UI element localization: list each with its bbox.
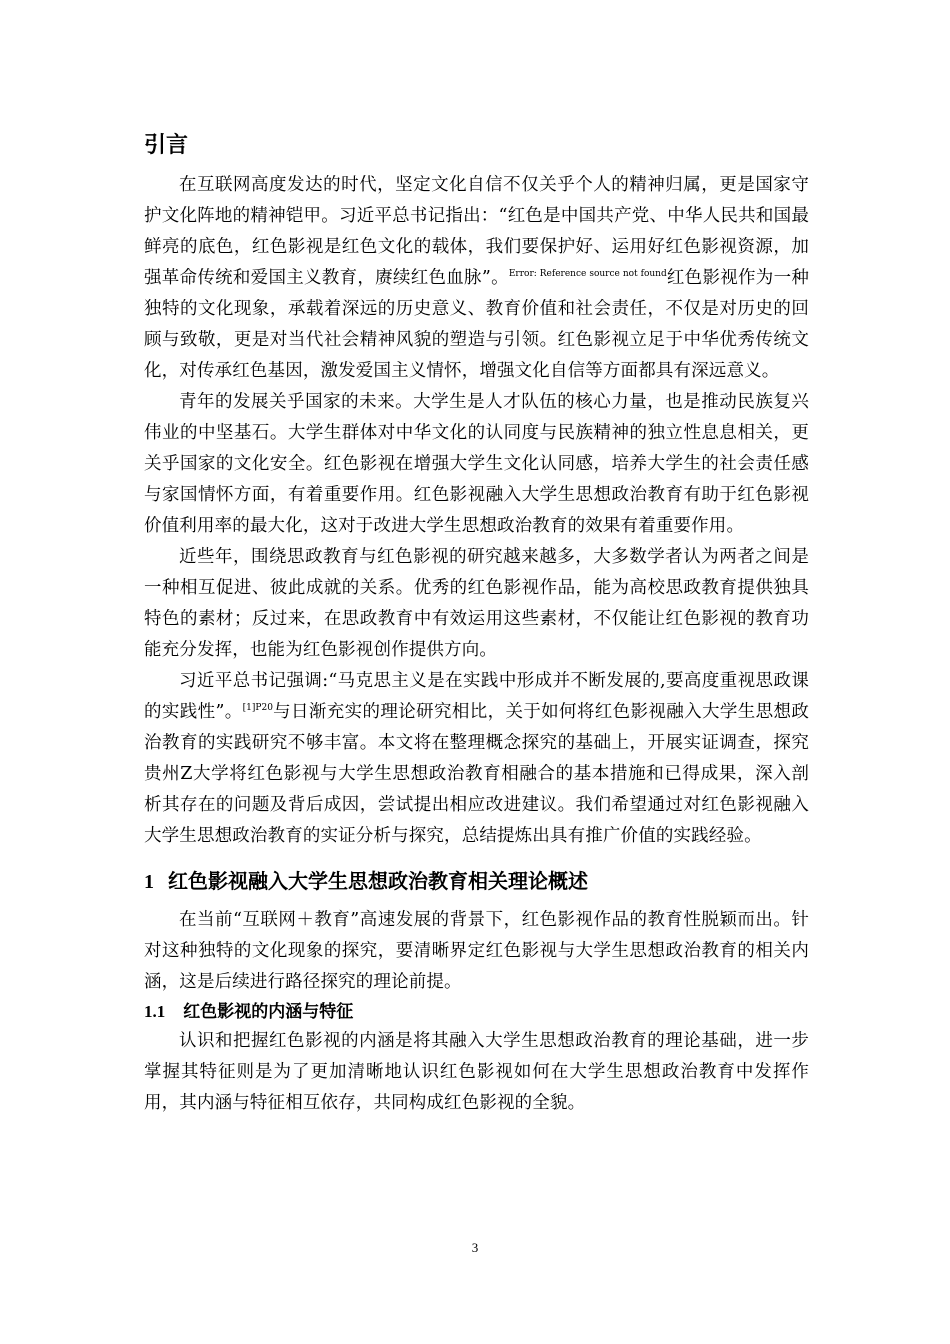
section-1-heading [144, 864, 809, 899]
intro-p4-reference: [1]P20 [242, 703, 273, 714]
intro-paragraph-4 [144, 666, 809, 852]
intro-p4-text-b: 与日渐充实的理论研究相比，关于如何将红色影视融入大学生思想政治教育的实践研究不够丰富。本文将在整理概念探究的基础上，开展实证调查，探究贵州Z大学将红色影视与大学生思想政治教育相融合的基本措施和已得成果，深入剖析其存在的问题及背后成因，尝试提出相应改进建议。我们希望通过对红色影视融入大学生思想政治教育的实证分析与探究，总结提炼出具有推广价值的实践经验。 [144, 702, 809, 846]
intro-heading: 引言 [144, 133, 189, 158]
page-content [144, 128, 809, 1119]
intro-p1-reference: Error: Reference source not found [508, 269, 667, 280]
section-1-paragraph: 在当前“互联网＋教育”高速发展的背景下，红色影视作品的教育性脱颖而出。针对这种独特的文化现象的探究，要清晰界定红色影视与大学生思想政治教育的相关内涵，这是后续进行路径探究的理论前提。 [144, 910, 809, 992]
section-1-title: 红色影视融入大学生思想政治教育相关理论概述 [168, 869, 588, 893]
intro-p4-text-a: 习近平总书记强调:“马克思主义是在实践中形成并不断发展的,要高度重视思政课的实践性”。 [144, 671, 809, 722]
intro-paragraph-2: 青年的发展关乎国家的未来。大学生是人才队伍的核心力量，也是推动民族复兴伟业的中坚基石。大学生群体对中华文化的认同度与民族精神的独立性息息相关，更关乎国家的文化安全。红色影视在增强大学生文化认同感，培养大学生的社会责任感与家国情怀方面，有着重要作用。红色影视融入大学生思想政治教育有助于红色影视价值利用率的最大化，这对于改进大学生思想政治教育的效果有着重要作用。 [144, 392, 809, 536]
intro-p1-text-b: 红色影视作为一种独特的文化现象，承载着深远的历史意义、教育价值和社会责任，不仅是对历史的回顾与致敬，更是对当代社会精神风貌的塑造与引领。红色影视立足于中华优秀传统文化，对传承红色基因，激发爱国主义情怀，增强文化自信等方面都具有深远意义。 [144, 268, 809, 381]
section-1-1-title: 红色影视的内涵与特征 [183, 1002, 354, 1022]
page-number: 3 [471, 1240, 479, 1255]
section-1-number: 1 [144, 871, 154, 893]
intro-paragraph-3: 近些年，围绕思政教育与红色影视的研究越来越多，大多数学者认为两者之间是一种相互促进、彼此成就的关系。优秀的红色影视作品，能为高校思政教育提供独具特色的素材；反过来，在思政教育中有效运用这些素材，不仅能让红色影视的教育功能充分发挥，也能为红色影视创作提供方向。 [144, 547, 809, 660]
section-1-1-heading [144, 998, 809, 1026]
intro-p1-text-a: 在互联网高度发达的时代，坚定文化自信不仅关乎个人的精神归属，更是国家守护文化阵地的精神铠甲。习近平总书记指出：“红色是中国共产党、中华人民共和国最鲜亮的底色，红色影视是红色文化的载体，我们要保护好、运用好红色影视资源，加强革命传统和爱国主义教育，赓续红色血脉”。 [144, 175, 809, 288]
intro-paragraph-1 [144, 170, 809, 387]
section-1-1-paragraph: 认识和把握红色影视的内涵是将其融入大学生思想政治教育的理论基础，进一步掌握其特征则是为了更加清晰地认识红色影视如何在大学生思想政治教育中发挥作用，其内涵与特征相互依存，共同构成红色影视的全貌。 [144, 1031, 809, 1113]
section-1-1-number: 1.1 [144, 1002, 166, 1021]
